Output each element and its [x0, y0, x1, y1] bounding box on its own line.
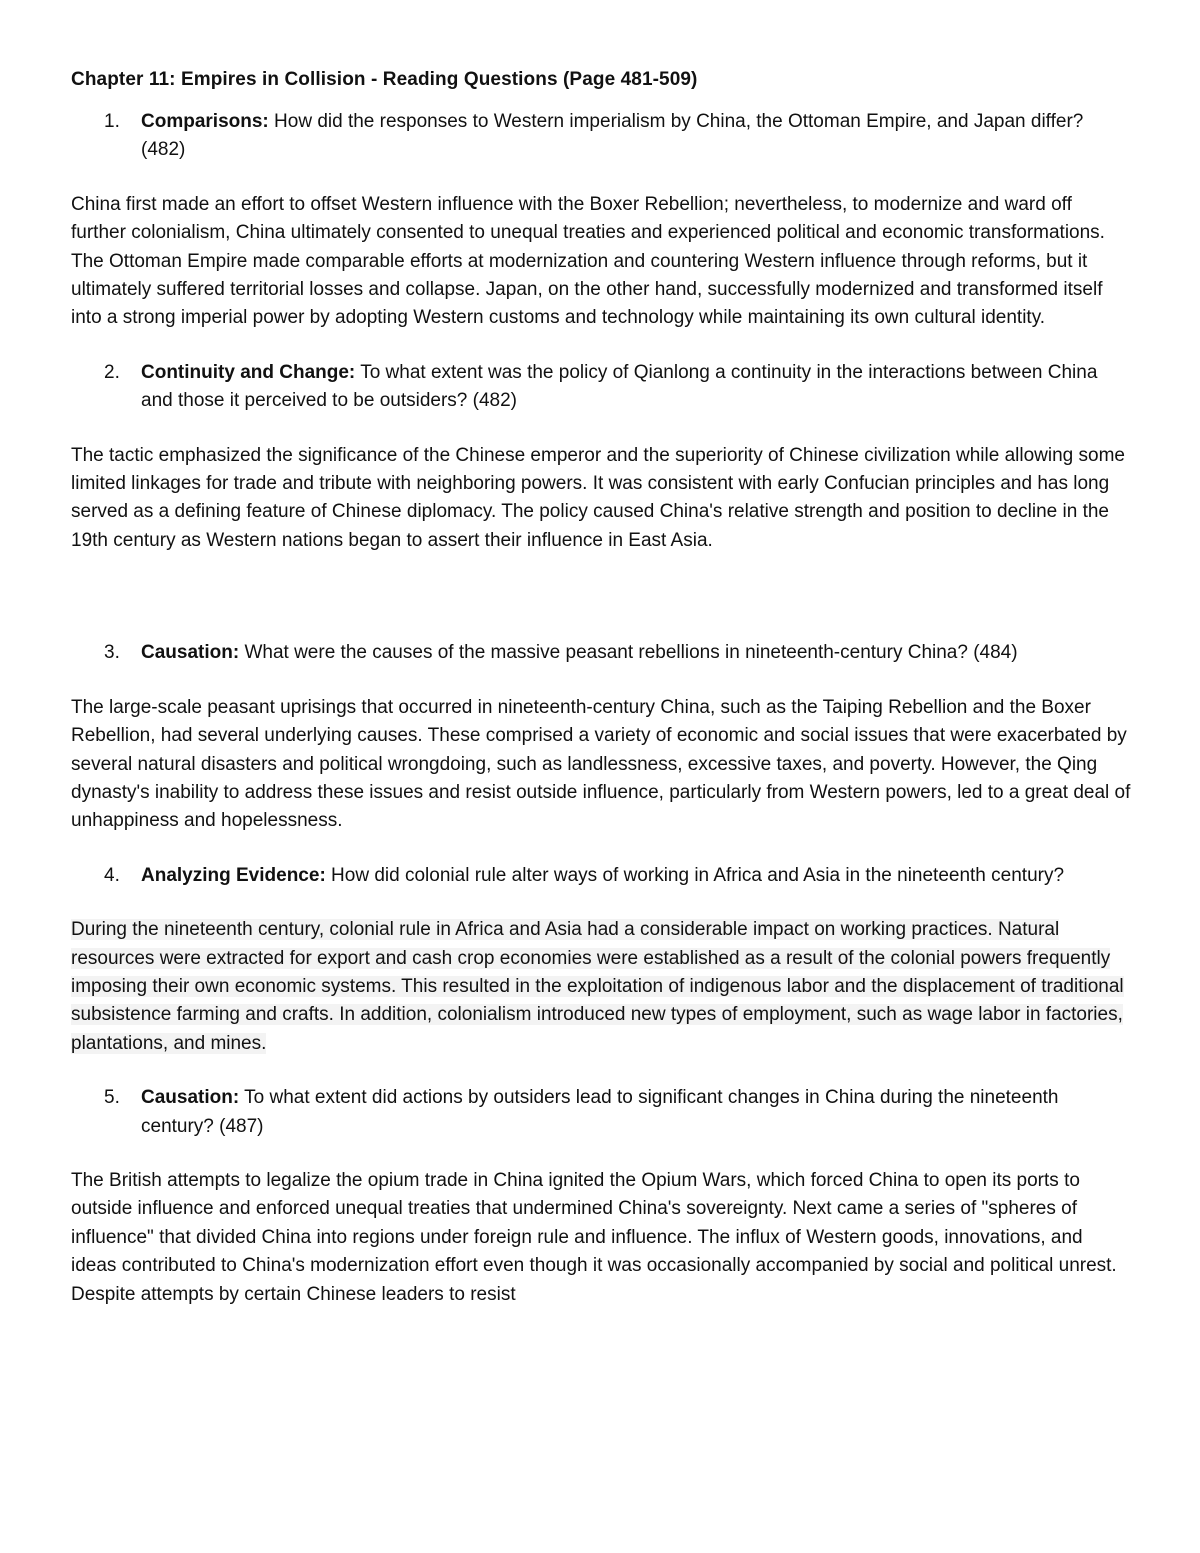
answer-1: China first made an effort to offset Western influence with the Boxer Rebellion; nevertheless, to modernize and ward off further colonialism, China ultimately consented to unequal treaties and experienced political and economic transformations. The Ottoman Empire made comparable efforts at modernization and countering Western influence through reforms, but it ultimately suffered territorial losses and collapse. Japan, on the other hand, successfully modernized and transformed itself into a strong imperial power by adopting Western customs and technology while maintaining its own cultural identity.: [71, 193, 1105, 329]
question-4-label: Analyzing Evidence:: [141, 864, 326, 886]
question-3-text: What were the causes of the massive peasant rebellions in nineteenth-century China? (484): [239, 642, 1018, 664]
question-3: [71, 639, 1131, 667]
question-1: [71, 108, 1131, 165]
answer-5: The British attempts to legalize the opium trade in China ignited the Opium Wars, which forced China to open its ports to outside influence and enforced unequal treaties that undermined China's sovereignty. Next came a series of "spheres of influence" that divided China into regions under foreign rule and influence. The influx of Western goods, innovations, and ideas contributed to China's modernization effort even though it was occasionally accompanied by social and political unrest. Despite attempts by certain Chinese leaders to resist: [71, 1169, 1117, 1305]
question-3-label: Causation:: [141, 642, 240, 664]
question-3-number: 3.: [104, 642, 120, 664]
question-4-text: How did colonial rule alter ways of working in Africa and Asia in the nineteenth century?: [325, 864, 1065, 886]
question-1-text: How did the responses to Western imperialism by China, the Ottoman Empire, and Japan differ? (482): [141, 111, 1084, 161]
answer-3: The large-scale peasant uprisings that occurred in nineteenth-century China, such as the Taiping Rebellion and the Boxer Rebellion, had several underlying causes. These comprised a variety of economic and social issues that were exacerbated by several natural disasters and political wrongdoing, such as landlessness, excessive taxes, and poverty. However, the Qing dynasty's inability to address these issues and resist outside influence, particularly from Western powers, led to a great deal of unhappiness and hopelessness.: [71, 696, 1131, 832]
question-4-number: 4.: [104, 864, 120, 886]
question-5-number: 5.: [104, 1087, 120, 1109]
question-2-text: To what extent was the policy of Qianlong a continuity in the interactions between China and those it perceived to be outsiders? (482): [141, 361, 1098, 412]
question-2-number: 2.: [104, 361, 120, 383]
answer-2: The tactic emphasized the significance of the Chinese emperor and the superiority of Chinese civilization while allowing some limited linkages for trade and tribute with neighboring powers. It was consistent with early Confucian principles and has long served as a defining feature of Chinese diplomacy. The policy caused China's relative strength and position to decline in the 19th century as Western nations began to assert their influence in East Asia.: [71, 444, 1125, 551]
question-1-label: Comparisons:: [141, 111, 269, 132]
question-4: [71, 862, 1131, 890]
question-2-label: Continuity and Change:: [141, 361, 356, 383]
document-page: [71, 66, 1131, 1309]
document-title: Chapter 11: Empires in Collision - Reading Questions (Page 481-509): [71, 69, 698, 90]
question-5-text: To what extent did actions by outsiders lead to significant changes in China during the nineteenth century? (487): [141, 1087, 1059, 1137]
question-1-number: 1.: [104, 111, 120, 132]
question-2: [71, 359, 1131, 416]
answer-4-text: During the nineteenth century, colonial rule in Africa and Asia had a considerable impact on working practices. Natural resources were extracted for export and cash crop economies were established as a result of the colonial powers frequently imposing their own economic systems. This resulted in the exploitation of indigenous labor and the displacement of traditional subsistence farming and crafts. In addition, colonialism introduced new types of employment, such as wage labor in factories, plantations, and mines.: [71, 919, 1124, 1054]
answer-4: [71, 916, 1131, 1058]
question-5: [71, 1084, 1131, 1141]
question-5-label: Causation:: [141, 1087, 240, 1109]
